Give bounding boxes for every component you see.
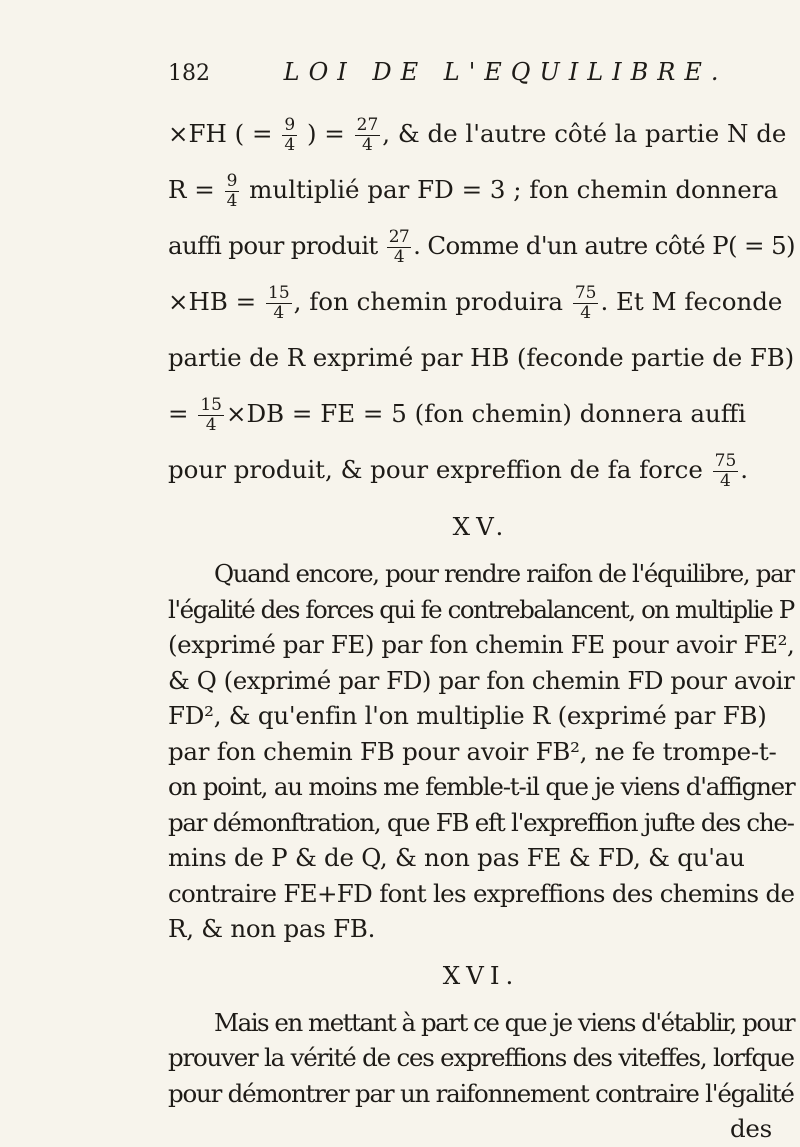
- paragraph-xvi: [168, 1005, 794, 1147]
- text-run: .: [740, 455, 749, 484]
- fraction: [355, 116, 381, 155]
- page-body: [168, 106, 794, 1147]
- formula-line: [168, 162, 794, 218]
- formula-line: [168, 218, 794, 274]
- text-run: , fon chemin produira: [293, 287, 571, 316]
- formula-line: [168, 386, 794, 442]
- running-title: LOI DE L'EQUILIBRE.: [283, 58, 728, 86]
- fraction-denominator: 4: [580, 303, 592, 323]
- fraction-numerator: 27: [388, 227, 410, 247]
- section-heading-xvi: XVI.: [442, 960, 520, 990]
- text-run: auffi pour produit: [168, 231, 385, 260]
- text-run: ×HB =: [168, 287, 265, 316]
- text-line: Quand encore, pour rendre raifon de l'équilibre, par: [214, 559, 794, 588]
- formula-line: [168, 442, 794, 498]
- fraction: [225, 172, 240, 211]
- text-run: . Comme d'un autre côté P( = 5): [413, 231, 795, 260]
- fraction-numerator: 27: [356, 115, 379, 135]
- text-line: Mais en mettant à part ce que je viens d'établir, pour: [214, 1007, 795, 1037]
- text-line: pour démontrer par un raifonnement contraire l'égalité: [168, 1078, 794, 1108]
- text-run: . Et M feconde: [600, 287, 783, 316]
- paragraph-xv: [168, 556, 794, 947]
- fraction-denominator: 4: [720, 471, 731, 491]
- text-run: ×DB = FE = 5 (fon chemin) donnera auffi: [225, 399, 746, 428]
- text-line: mins de P & de Q, & non pas FE & FD, & qu'au: [168, 843, 745, 872]
- fraction-numerator: 15: [200, 395, 222, 415]
- fraction-numerator: 75: [714, 451, 737, 471]
- fraction-denominator: 4: [273, 303, 285, 323]
- fraction-numerator: 15: [268, 283, 290, 303]
- text-run: partie de R exprimé par HB (feconde partie de FB): [168, 343, 795, 372]
- fraction: [266, 284, 292, 323]
- text-line: & Q (exprimé par FD) par fon chemin FD pour avoir: [168, 665, 795, 695]
- section-heading-xv: XV.: [452, 512, 510, 541]
- text-line: par démonftration, que FB eft l'expreffion jufte des che-: [168, 807, 794, 837]
- text-line: (exprimé par FE) par fon chemin FE pour avoir FE²,: [168, 630, 795, 659]
- text-line: l'égalité des forces qui fe contrebalancent, on multiplie P: [168, 594, 794, 624]
- formula-line: [168, 106, 794, 162]
- text-run: ) =: [299, 119, 353, 148]
- fraction-numerator: 75: [574, 283, 597, 303]
- fraction-denominator: 4: [205, 415, 217, 435]
- fraction-numerator: 9: [226, 171, 238, 191]
- fraction-denominator: 4: [284, 135, 296, 155]
- text-run: multiplié par FD = 3 ; fon chemin donnera: [241, 175, 779, 204]
- page-number: 182: [168, 61, 210, 86]
- fraction-denominator: 4: [362, 135, 373, 155]
- formula-paragraph: [168, 106, 794, 498]
- text-line: contraire FE+FD font les expreffions des chemins de: [168, 878, 795, 908]
- text-line: par fon chemin FB pour avoir FB², ne fe trompe-t-: [168, 736, 777, 766]
- text-run: , & de l'autre côté la partie N de: [382, 119, 787, 148]
- catchword: des: [729, 1114, 772, 1143]
- running-header: [168, 58, 768, 86]
- fraction: [198, 396, 224, 435]
- formula-line: [168, 274, 794, 330]
- fraction: [282, 116, 297, 155]
- fraction-numerator: 9: [284, 115, 296, 135]
- fraction-denominator: 4: [226, 191, 238, 211]
- text-line: R, & non pas FB.: [168, 914, 376, 943]
- text-line: prouver la vérité de ces expreffions des viteffes, lorfque: [168, 1043, 794, 1072]
- fraction: [387, 228, 411, 267]
- fraction-denominator: 4: [393, 247, 405, 267]
- fraction: [573, 284, 599, 323]
- text-run: pour produit, & pour expreffion de fa force: [168, 455, 711, 484]
- formula-line: [168, 330, 794, 386]
- fraction: [713, 452, 739, 491]
- text-line: FD², & qu'enfin l'on multiplie R (exprimé par FB): [168, 701, 767, 730]
- text-run: ×FH ( =: [168, 119, 281, 148]
- text-run: R =: [168, 175, 223, 204]
- text-run: =: [168, 399, 197, 428]
- text-line: on point, au moins me femble-t-il que je viens d'affigner: [168, 772, 795, 801]
